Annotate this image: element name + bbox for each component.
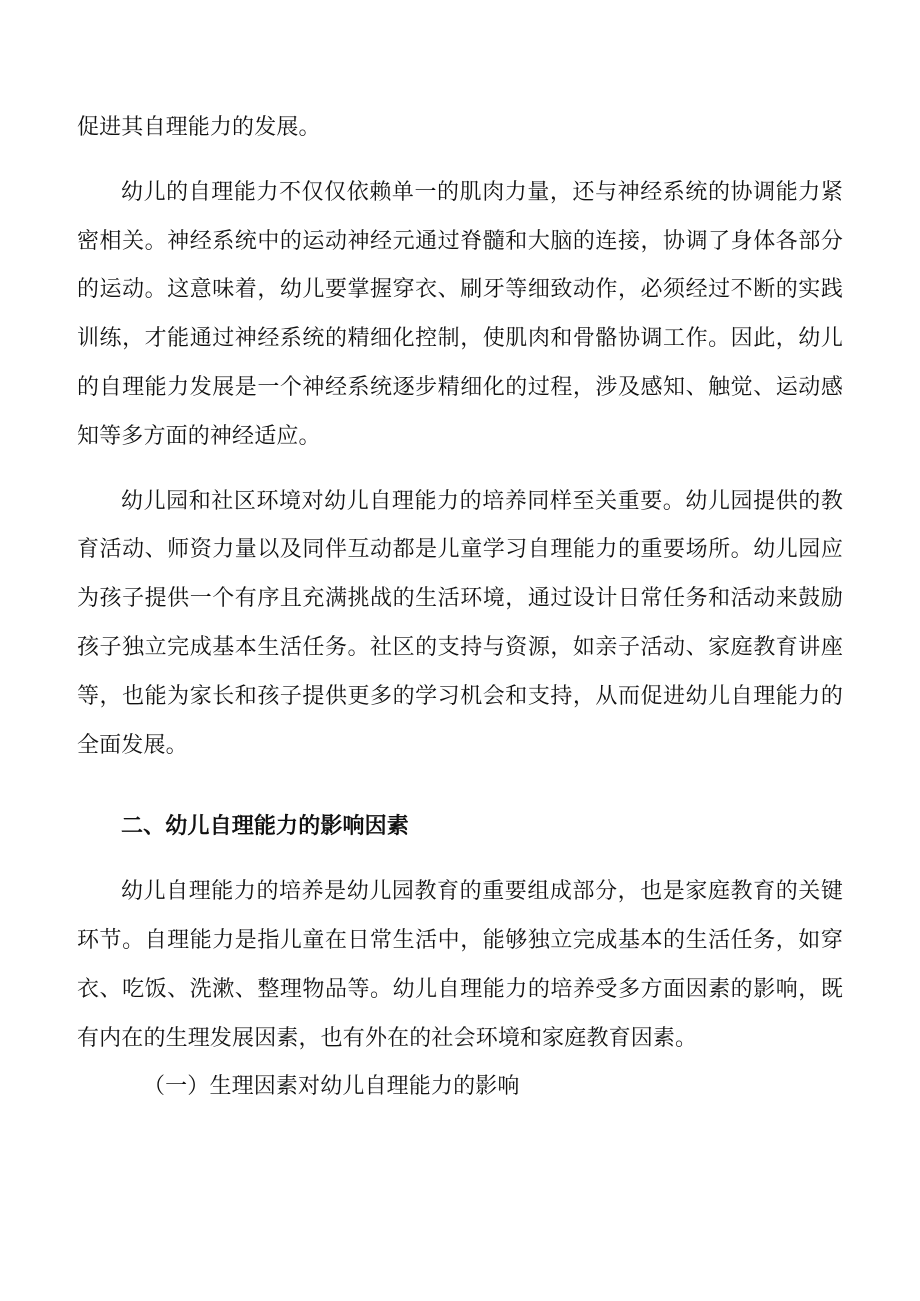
paragraph-self-care-definition: 幼儿自理能力的培养是幼儿园教育的重要组成部分，也是家庭教育的关键环节。自理能力是指儿童在日常生活中，能够独立完成基本的生活任务，如穿衣、吃饭、洗漱、整理物品等。幼儿自理能力的培养受多方面因素的影响，既有内在的生理发展因素，也有外在的社会环境和家庭教育因素。 — [77, 879, 843, 1051]
section-heading-influencing-factors: 二、幼儿自理能力的影响因素 — [121, 814, 409, 840]
paragraph-continuation: 促进其自理能力的发展。 — [77, 115, 321, 140]
paragraph-neural-coordination: 幼儿的自理能力不仅仅依赖单一的肌肉力量，还与神经系统的协调能力紧密相关。神经系统中的运动神经元通过脊髓和大脑的连接，协调了身体各部分的运动。这意味着，幼儿要掌握穿衣、刷牙等细致动作，必须经过不断的实践训练，才能通过神经系统的精细化控制，使肌肉和骨骼协调工作。因此，幼儿的自理能力发展是一个神经系统逐步精细化的过程，涉及感知、触觉、运动感知等多方面的神经适应。 — [77, 179, 843, 449]
subsection-heading-physiological-factors: （一）生理因素对幼儿自理能力的影响 — [143, 1074, 520, 1100]
document-body — [77, 104, 843, 1112]
paragraph-kindergarten-community: 幼儿园和社区环境对幼儿自理能力的培养同样至关重要。幼儿园提供的教育活动、师资力量以及同伴互动都是儿童学习自理能力的重要场所。幼儿园应为孩子提供一个有序且充满挑战的生活环境，通过设计日常任务和活动来鼓励孩子独立完成基本生活任务。社区的支持与资源，如亲子活动、家庭教育讲座等，也能为家长和孩子提供更多的学习机会和支持，从而促进幼儿自理能力的全面发展。 — [77, 488, 843, 758]
